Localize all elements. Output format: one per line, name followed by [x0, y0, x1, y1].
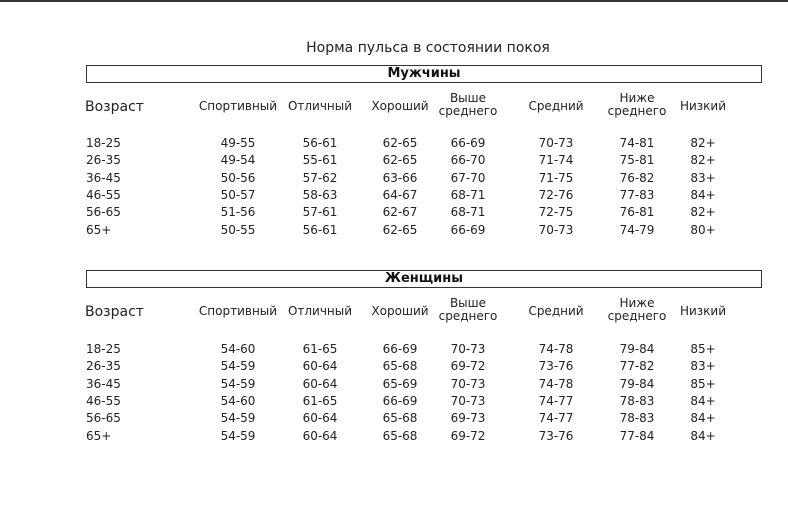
cell-sport: 50-56: [220, 170, 256, 185]
cell-good: 63-66: [382, 170, 418, 185]
cell-below-average: 74-81: [619, 136, 655, 150]
women-col-header-age: Возраст: [85, 304, 144, 320]
cell-sport: 49-54: [220, 153, 256, 168]
cell-age: 46-55: [86, 187, 121, 202]
cell-low: 82+: [690, 205, 716, 220]
table-row: [0, 188, 788, 205]
cell-low: 84+: [690, 393, 716, 408]
cell-below-average: 79-84: [619, 376, 655, 391]
cell-above-average: 69-72: [450, 359, 486, 374]
women-col-header-good: Хороший: [371, 304, 429, 318]
men-col-header-excellent: Отличный: [287, 99, 353, 113]
cell-average: 74-78: [538, 342, 574, 356]
table-row: [0, 171, 788, 188]
cell-above-average: 69-73: [450, 411, 486, 426]
cell-average: 72-75: [538, 205, 574, 220]
cell-low: 82+: [690, 153, 716, 168]
cell-age: 36-45: [86, 376, 121, 391]
women-section-header: Женщины: [86, 270, 762, 288]
cell-age: 18-25: [86, 342, 121, 356]
cell-low: 84+: [690, 428, 716, 443]
cell-age: 18-25: [86, 136, 121, 150]
table-row: [0, 342, 788, 359]
cell-above-average: 70-73: [450, 393, 486, 408]
cell-age: 65+: [86, 222, 112, 237]
cell-below-average: 74-79: [619, 222, 655, 237]
table-row: [0, 136, 788, 153]
cell-above-average: 66-69: [450, 222, 486, 237]
cell-low: 80+: [690, 222, 716, 237]
cell-excellent: 58-63: [302, 187, 338, 202]
cell-excellent: 60-64: [302, 411, 338, 426]
men-col-header-sport: Спортивный: [198, 99, 278, 113]
cell-age: 46-55: [86, 393, 121, 408]
cell-average: 74-77: [538, 393, 574, 408]
cell-below-average: 75-81: [619, 153, 655, 168]
cell-below-average: 77-84: [619, 428, 655, 443]
cell-above-average: 67-70: [450, 170, 486, 185]
cell-good: 65-68: [382, 428, 418, 443]
women-col-header-excellent: Отличный: [287, 304, 353, 318]
cell-excellent: 60-64: [302, 376, 338, 391]
cell-excellent: 55-61: [302, 153, 338, 168]
cell-average: 73-76: [538, 359, 574, 374]
top-divider: [0, 0, 788, 2]
cell-age: 36-45: [86, 170, 121, 185]
cell-average: 74-77: [538, 411, 574, 426]
men-col-header-low: Низкий: [679, 99, 727, 113]
cell-age: 56-65: [86, 411, 121, 426]
women-col-header-average: Средний: [528, 304, 584, 318]
cell-good: 64-67: [382, 187, 418, 202]
men-col-header-age: Возраст: [85, 99, 144, 115]
cell-low: 85+: [690, 376, 716, 391]
cell-good: 62-65: [382, 222, 418, 237]
cell-sport: 51-56: [220, 205, 256, 220]
men-col-header-good: Хороший: [371, 99, 429, 113]
cell-sport: 54-59: [220, 359, 256, 374]
cell-sport: 54-60: [220, 342, 256, 356]
cell-below-average: 76-82: [619, 170, 655, 185]
cell-average: 71-74: [538, 153, 574, 168]
cell-above-average: 66-70: [450, 153, 486, 168]
cell-average: 72-76: [538, 187, 574, 202]
women-col-header-low: Низкий: [679, 304, 727, 318]
table-row: [0, 223, 788, 240]
table-row: [0, 153, 788, 170]
cell-age: 26-35: [86, 359, 121, 374]
table-row: [0, 394, 788, 411]
cell-above-average: 68-71: [450, 205, 486, 220]
cell-excellent: 57-61: [302, 205, 338, 220]
men-section-header: Мужчины: [86, 65, 762, 83]
cell-age: 65+: [86, 428, 112, 443]
cell-sport: 49-55: [220, 136, 256, 150]
cell-sport: 54-59: [220, 428, 256, 443]
men-col-header-above-average: Выше среднего: [438, 91, 498, 118]
cell-good: 66-69: [382, 342, 418, 356]
cell-below-average: 78-83: [619, 411, 655, 426]
cell-excellent: 56-61: [302, 136, 338, 150]
cell-sport: 50-55: [220, 222, 256, 237]
cell-good: 65-68: [382, 411, 418, 426]
cell-good: 65-68: [382, 359, 418, 374]
cell-good: 66-69: [382, 393, 418, 408]
cell-below-average: 78-83: [619, 393, 655, 408]
cell-below-average: 77-82: [619, 359, 655, 374]
cell-low: 82+: [690, 136, 716, 150]
cell-excellent: 57-62: [302, 170, 338, 185]
women-col-header-below-average: Ниже среднего: [607, 296, 667, 323]
table-row: [0, 205, 788, 222]
cell-good: 62-65: [382, 136, 418, 150]
cell-above-average: 68-71: [450, 187, 486, 202]
cell-below-average: 79-84: [619, 342, 655, 356]
cell-below-average: 76-81: [619, 205, 655, 220]
women-col-header-above-average: Выше среднего: [438, 296, 498, 323]
cell-excellent: 61-65: [302, 342, 338, 356]
cell-excellent: 60-64: [302, 428, 338, 443]
cell-above-average: 70-73: [450, 342, 486, 356]
cell-average: 73-76: [538, 428, 574, 443]
cell-sport: 54-60: [220, 393, 256, 408]
men-col-header-average: Средний: [528, 99, 584, 113]
cell-average: 70-73: [538, 136, 574, 150]
cell-sport: 50-57: [220, 187, 256, 202]
cell-low: 83+: [690, 359, 716, 374]
cell-sport: 54-59: [220, 411, 256, 426]
cell-above-average: 70-73: [450, 376, 486, 391]
cell-average: 70-73: [538, 222, 574, 237]
cell-low: 84+: [690, 411, 716, 426]
men-col-header-below-average: Ниже среднего: [607, 91, 667, 118]
table-row: [0, 359, 788, 376]
cell-good: 65-69: [382, 376, 418, 391]
cell-good: 62-67: [382, 205, 418, 220]
table-row: [0, 377, 788, 394]
women-col-header-sport: Спортивный: [198, 304, 278, 318]
cell-excellent: 61-65: [302, 393, 338, 408]
cell-age: 26-35: [86, 153, 121, 168]
cell-below-average: 77-83: [619, 187, 655, 202]
cell-excellent: 56-61: [302, 222, 338, 237]
table-row: [0, 429, 788, 446]
cell-low: 84+: [690, 187, 716, 202]
cell-low: 83+: [690, 170, 716, 185]
table-row: [0, 411, 788, 428]
cell-low: 85+: [690, 342, 716, 356]
cell-average: 71-75: [538, 170, 574, 185]
cell-excellent: 60-64: [302, 359, 338, 374]
cell-average: 74-78: [538, 376, 574, 391]
page-title: Норма пульса в состоянии покоя: [306, 40, 550, 56]
cell-above-average: 69-72: [450, 428, 486, 443]
cell-good: 62-65: [382, 153, 418, 168]
cell-above-average: 66-69: [450, 136, 486, 150]
cell-age: 56-65: [86, 205, 121, 220]
cell-sport: 54-59: [220, 376, 256, 391]
